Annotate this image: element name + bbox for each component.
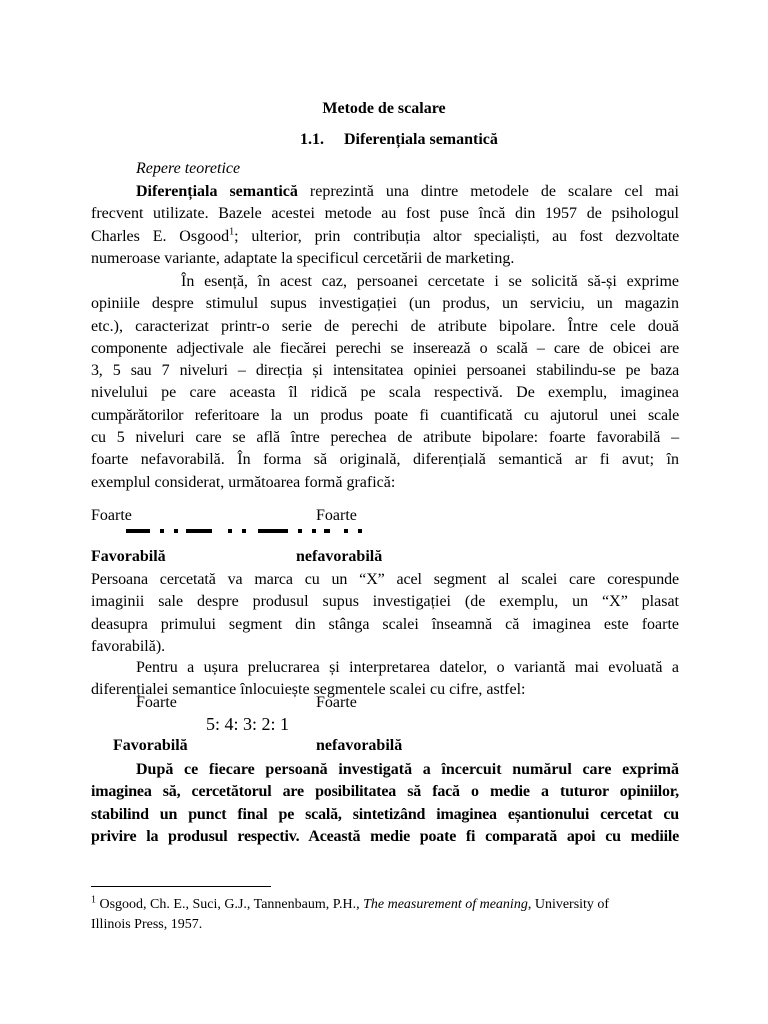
- text-line: diferențialei semantice înlocuiește segmentele scalei cu cifre, astfel:: [91, 681, 526, 699]
- text-line: privire la produsul respectiv. Această medie poate fi comparată apoi cu mediile: [91, 827, 679, 845]
- bold-term: Diferențiala semantică: [136, 183, 298, 200]
- scale-segment[interactable]: [258, 529, 288, 533]
- text-line: imaginea să, cercetătorul are posibilitatea să facă o medie a tuturor opiniilor,: [91, 783, 679, 801]
- text-line: cu 5 niveluri care se află între perechea de atribute bipolare: foarte favorabilă –: [91, 429, 679, 447]
- text-line: etc.), caracterizat printr-o serie de perechi de atribute bipolare. Între cele două: [91, 317, 679, 335]
- footnote-separator: [91, 886, 271, 887]
- scale1-left-bottom-label: Favorabilă: [91, 548, 166, 565]
- scale1-left-top-label: Foarte: [91, 507, 132, 524]
- paragraph-essence: [91, 271, 679, 494]
- paragraph-intro: [91, 181, 679, 270]
- section-heading: [300, 131, 498, 149]
- text-span: , University of: [527, 897, 610, 912]
- scale-dot: [242, 529, 246, 533]
- text-line: numeroase variante, adaptate la specificul cercetării de marketing.: [91, 249, 515, 267]
- text-line: frecvent utilizate. Bazele acestei metode au fost puse încă din 1957 de psihologul: [91, 205, 679, 223]
- text-line: cumpărătorilor referitoare la un produs poate fi cuantificată cu ajutorul unei scale: [91, 406, 679, 424]
- subheading: Repere teoretice: [136, 160, 241, 177]
- text-line: În esență, în acest caz, persoanei cercetate i se solicită să-și exprime: [181, 273, 679, 290]
- text-line: componente adjectivale ale fiecărei perechi se inserează o scală – care de obicei are: [91, 339, 679, 357]
- text-line: Persoana cercetată va marca cu un “X” acel segment al scalei care corespunde: [91, 571, 679, 588]
- scale1-right-top-label: Foarte: [316, 507, 357, 524]
- text-line: stabilind un punct final pe scală, sintetizând imaginea eșantionului cercetat cu: [91, 805, 679, 823]
- scale-segments: [126, 529, 366, 533]
- paragraph-marking: [91, 569, 679, 658]
- footnote-line: Illinois Press, 1957.: [91, 917, 203, 932]
- footnote: [91, 895, 691, 935]
- scale2-right-bottom-label: nefavorabilă: [316, 737, 403, 754]
- scale2-right-top-label: Foarte: [316, 694, 357, 711]
- page-title: Metode de scalare: [322, 100, 446, 117]
- scale-segment[interactable]: [186, 529, 212, 533]
- scale-dot: [228, 529, 232, 533]
- text-span: Osgood, Ch. E., Suci, G.J., Tannenbaum, P.H.,: [96, 897, 364, 912]
- paragraph-variant: [91, 657, 679, 702]
- footnote-line: [91, 895, 691, 915]
- text-span: reprezintă una dintre metodele de scalare cel mai: [297, 183, 679, 200]
- text-line: 3, 5 sau 7 niveluri – direcția și intensitatea opiniei persoanei stabilindu-se pe baza: [91, 362, 679, 380]
- text-line: nivelului pe care aceasta îl ridică pe scala respectivă. De exemplu, imaginea: [91, 384, 679, 402]
- scale2-left-bottom-label: Favorabilă: [113, 737, 188, 754]
- scale-segment[interactable]: [126, 529, 150, 533]
- text-line: exemplul considerat, următoarea formă grafică:: [91, 473, 396, 491]
- section-title: Diferențiala semantică: [344, 131, 498, 148]
- scale-dot: [358, 529, 362, 533]
- text-span: ; ulterior, prin: [234, 227, 354, 245]
- scale-dot: [312, 529, 316, 533]
- text-line: foarte nefavorabilă. În forma să originală, diferențială semantică ar fi avut; în: [91, 451, 679, 469]
- text-span: Charles E. Osgood: [91, 227, 230, 245]
- text-span: contribuția altor specialiști, au fost dezvoltate: [353, 227, 679, 245]
- scale-dot: [344, 529, 348, 533]
- text-line: opiniile despre stimulul supus investigației (un produs, un serviciu, un magazin: [91, 295, 679, 313]
- text-line: favorabilă).: [91, 637, 166, 655]
- scale-dot: [174, 529, 178, 533]
- scale-dot: [160, 529, 164, 533]
- text-line: După ce fiecare persoană investigată a încercuit numărul care exprimă: [136, 761, 679, 778]
- text-line: imaginii sale despre produsul supus investigației (de exemplu, un “X” plasat: [91, 593, 679, 611]
- section-number: 1.1.: [300, 131, 324, 148]
- text-line: deasupra primului segment din stânga scalei înseamnă că imaginea este foarte: [91, 615, 679, 633]
- text-line: [91, 226, 679, 248]
- scale2-left-top-label: Foarte: [136, 694, 177, 711]
- text-line: Pentru a ușura prelucrarea și interpretarea datelor, o variantă mai evoluată a: [136, 659, 679, 676]
- text-line: [91, 181, 679, 203]
- footnote-reference[interactable]: 1: [229, 226, 235, 238]
- scale2-numbers: 5: 4: 3: 2: 1: [206, 714, 290, 734]
- book-title: The measurement of meaning: [363, 897, 528, 912]
- paragraph-average: [91, 759, 679, 848]
- footnote-marker: 1: [91, 894, 96, 906]
- scale1-right-bottom-label: nefavorabilă: [296, 548, 383, 565]
- scale-segment[interactable]: [324, 529, 330, 533]
- scale-dot: [298, 529, 302, 533]
